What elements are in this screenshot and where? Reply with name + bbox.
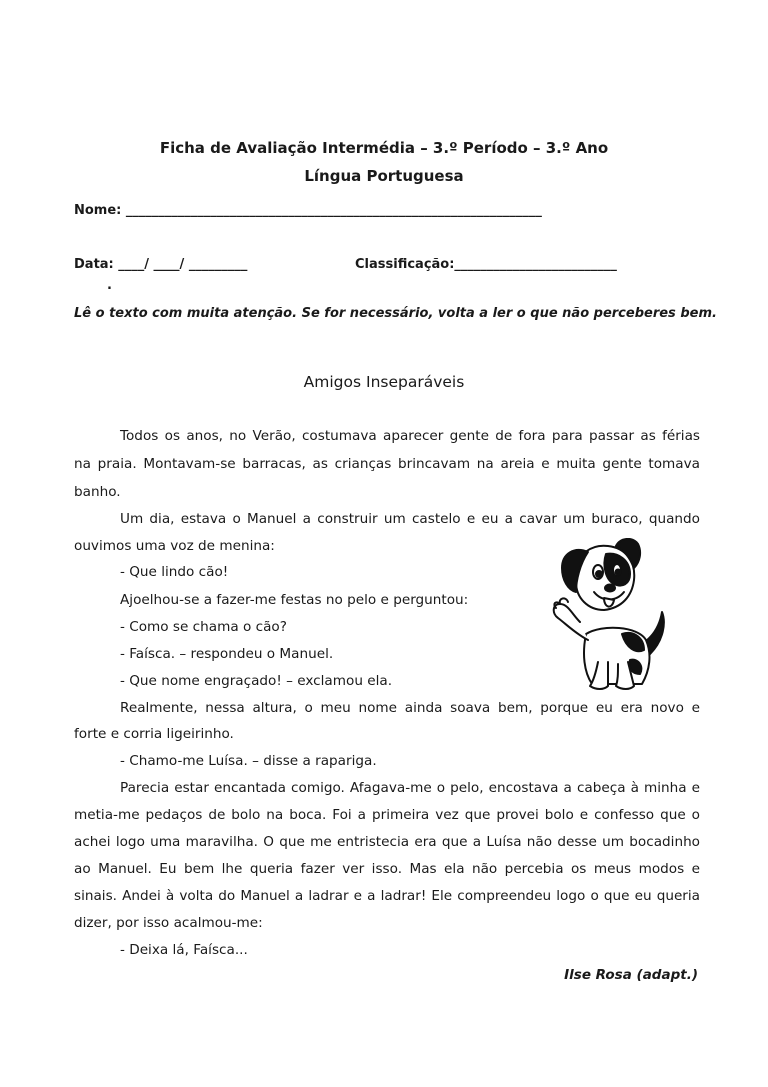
- reading-instruction: Lê o texto com muita atenção. Se for necessário, volta a ler o que não perceberes bem.: [74, 306, 717, 321]
- story-line: - Que nome engraçado! – exclamou ela.: [120, 673, 393, 689]
- story-line: - Faísca. – respondeu o Manuel.: [120, 646, 334, 662]
- cartoon-dog-icon: [546, 538, 672, 696]
- story-line: Parecia estar encantada comigo. Afagava-me o pelo, encostava a cabeça à minha e: [120, 780, 700, 796]
- story-line: Um dia, estava o Manuel a construir um castelo e eu a cavar um buraco, quando: [120, 511, 700, 527]
- story-line: forte e corria ligeirinho.: [74, 726, 234, 742]
- story-line: - Que lindo cão!: [120, 564, 229, 580]
- story-line: Todos os anos, no Verão, costumava aparecer gente de fora para passar as férias: [120, 428, 700, 444]
- story-line: metia-me pedaços de bolo na boca. Foi a primeira vez que provei bolo e confesso que o: [74, 807, 700, 823]
- worksheet-title: Ficha de Avaliação Intermédia – 3.º Período – 3.º Ano: [159, 139, 609, 157]
- story-line: achei logo uma maravilha. O que me entristecia era que a Luísa não desse um bocadinho: [74, 834, 700, 850]
- story-line: sinais. Andei à volta do Manuel a ladrar e a ladrar! Ele compreendeu logo o que eu queria: [74, 888, 700, 904]
- classification-field[interactable]: Classificação:_________________________: [355, 257, 617, 272]
- name-field[interactable]: Nome: ________________________________________________________________: [74, 203, 542, 218]
- story-line: - Deixa lá, Faísca...: [120, 942, 248, 958]
- story-title: Amigos Inseparáveis: [303, 373, 465, 391]
- story-line: Realmente, nessa altura, o meu nome ainda soava bem, porque eu era novo e: [120, 700, 700, 716]
- date-field[interactable]: Data: ____/ ____/ _________: [74, 257, 248, 272]
- story-author: Ilse Rosa (adapt.): [564, 967, 698, 983]
- story-line: ao Manuel. Eu bem lhe queria fazer ver isso. Mas ela não percebia os meus modos e: [74, 861, 700, 877]
- subject-title: Língua Portuguesa: [304, 167, 464, 185]
- story-line: na praia. Montavam-se barracas, as crianças brincavam na areia e muita gente tomava: [74, 456, 700, 472]
- story-line: - Como se chama o cão?: [120, 619, 287, 635]
- stray-mark: .: [107, 278, 112, 293]
- story-line: Ajoelhou-se a fazer-me festas no pelo e perguntou:: [120, 592, 469, 608]
- story-line: ouvimos uma voz de menina:: [74, 538, 275, 554]
- story-line: dizer, por isso acalmou-me:: [74, 915, 263, 931]
- story-line: banho.: [74, 484, 121, 500]
- story-line: - Chamo-me Luísa. – disse a rapariga.: [120, 753, 377, 769]
